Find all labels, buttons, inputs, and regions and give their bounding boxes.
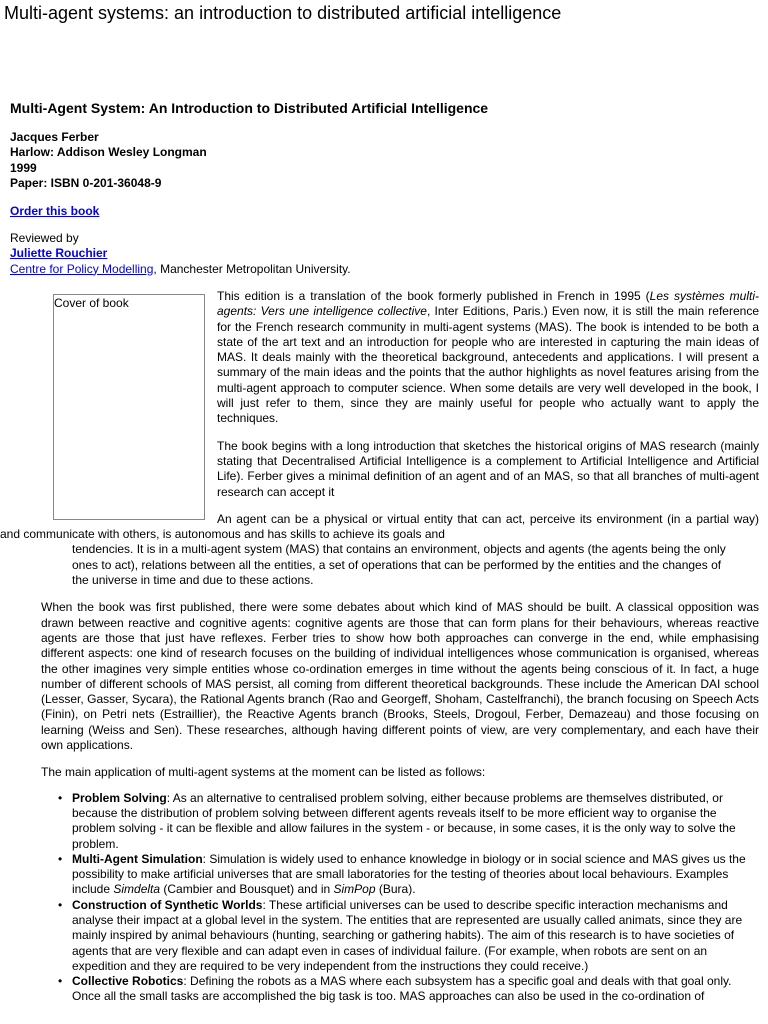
book-year: 1999 (10, 160, 37, 175)
book-author: Jacques Ferber (10, 130, 99, 144)
review-body (0, 289, 768, 1005)
reviewer-info (10, 231, 351, 277)
reviewer-org-link[interactable]: Centre for Policy Modelling (10, 261, 154, 276)
reviewed-by-label: Reviewed by (10, 231, 79, 245)
page-heading: Multi-agent systems: an introduction to distributed artificial intelligence (4, 3, 562, 23)
paragraph-3a: An agent can be a physical or virtual entity that can act, perceive its environment (in a partial way) and communicate with others, is autonomous and has skills to achieve its goals and (0, 511, 759, 542)
paragraph-5: The main application of multi-agent systems at the moment can be listed as follows: (41, 765, 486, 780)
reviewer-name-link[interactable]: Juliette Rouchier (10, 246, 108, 261)
paragraph-2: The book begins with a long introduction that sketches the historical origins of MAS research (mainly stating that Decentralised Artificial Intelligence is a complement to Artificial Intelligence and Artificial Life). Ferber gives a minimal definition of an agent and of an MAS, so that all branches of multi-agent research can accept it (217, 438, 759, 499)
paragraph-4: When the book was first published, there were some debates about which kind of MAS should be built. A classical opposition was drawn between reactive and cognitive agents: cognitive agents are those that can form plans for their behaviours, whereas reactive agents are those that just have reflexes. Ferber tries to show how both approaches can converge in the end, while emphasising different aspects: one kind of research focuses on the building of individual intelligences whose communication is organised, whereas the other imagines very simple entities whose co-ordination emerges in time without the agents being conscious of it. In fact, a huge number of different schools of MAS persist, all coming from different theoretical backgrounds. These include the American DAI school (Lesser, Gasser, Sycara), the Rational Agents branch (Rao and Georgeff, Shoham, Castelfranchi), the branch focusing on Speech Acts (Finin), on Petri nets (Estraillier), the Reactive Agents branch (Brooks, Steels, Drogoul, Ferber, Demazeau) and those focusing on learning (Weiss and Sen). These researches, although having different points of view, are very complementary, and each have their own applications. (41, 600, 759, 753)
paragraph-3b: tendencies. It is in a multi-agent system (MAS) that contains an environment, objects and agents (the agents being the only ones to act), relations between all the entities, a set of operations that can be performed by the entities and the changes of the universe in time and due to these actions. (72, 542, 726, 588)
list-item: • Multi-Agent Simulation: Simulation is widely used to enhance knowledge in biology or in social science and MAS gives us the possibility to make artificial universes that are small laboratories for the testing of theories about local behaviours. Examples include Simdelta (Cambier and Bousquet) and in SimPop (Bura). (72, 852, 759, 898)
list-item: • Collective Robotics: Defining the robots as a MAS where each subsystem has a specific goal and deals with that goal only. Once all the small tasks are accomplished the big task is too. MAS approaches can also be used in the co-ordination of (72, 974, 759, 1005)
cover-alt-text: Cover of book (54, 296, 129, 310)
book-cover-image (53, 294, 205, 520)
list-item: • Problem Solving: As an alternative to centralised problem solving, either because problems are themselves distributed, or because the distribution of problem solving between different agents reveals itself to be more efficient way to organise the problem solving - it can be flexible and allow failures in the system - or because, in some cases, it is the only way to solve the problem. (72, 791, 759, 852)
book-metadata (10, 130, 207, 191)
reviewer-org-suffix: , Manchester Metropolitan University. (153, 261, 351, 276)
book-publisher: Harlow: Addison Wesley Longman (10, 145, 207, 160)
applications-list (0, 791, 759, 1005)
list-item: • Construction of Synthetic Worlds: These artificial universes can be used to describe specific interaction mechanisms and analyse their impact at a global level in the system. The entities that are represented are usually called animats, since they are mainly inspired by animal behaviours (hunting, searching or gathering habits). The aim of this research is to have societies of agents that are very flexible and can adapt even in cases of individual failure. (For example, when robots are sent on an expedition and they are required to be very independent from the instructions they could receive.) (72, 898, 759, 974)
order-book-link[interactable]: Order this book (10, 204, 100, 218)
order-section (10, 204, 99, 219)
book-isbn: Paper: ISBN 0-201-36048-9 (10, 175, 162, 190)
review-title: Multi-Agent System: An Introduction to Distributed Artificial Intelligence (10, 100, 489, 116)
paragraph-1: This edition is a translation of the book formerly published in French in 1995 (Les systèmes multi-agents: Vers une intelligence collective, Inter Editions, Paris.) Even now, it is still the main reference for the French research community in multi-agent systems (MAS). The book is intended to be both a state of the art text and an introduction for people who are interested in capturing the main ideas of MAS. It deals mainly with the theoretical background, antecedents and applications. I will present a summary of the main ideas and the points that the author highlights as novel features arising from the multi-agent approach to computer science. When some details are very well developed in the book, I will just refer to them, since they are mainly useful for people who actually want to apply the techniques. (217, 289, 760, 426)
